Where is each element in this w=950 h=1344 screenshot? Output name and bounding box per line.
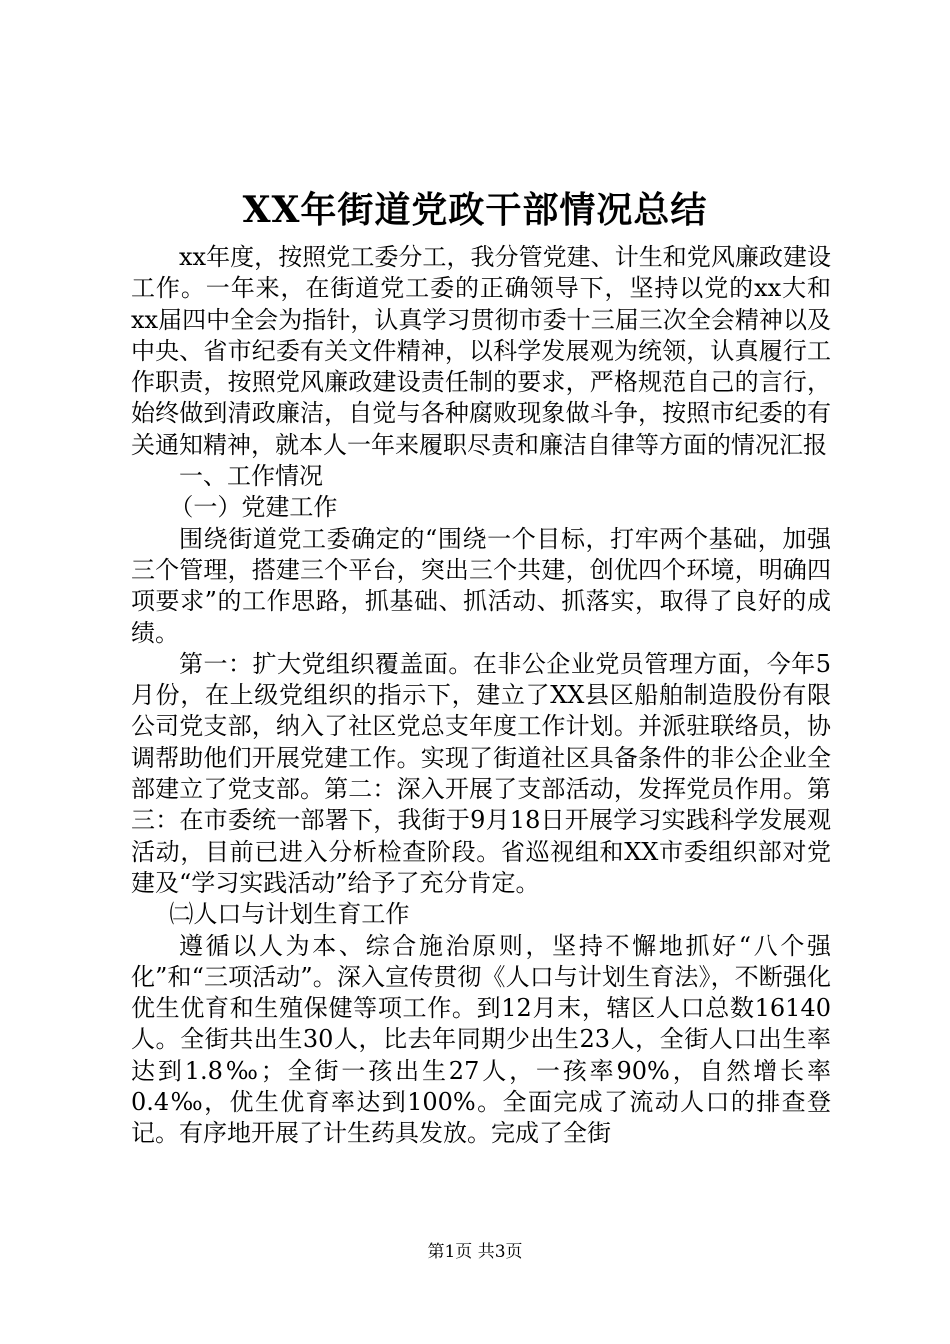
subsection-heading-family-planning: ㈡人口与计划生育工作: [169, 900, 410, 929]
party-organization-paragraph: 第一：扩大党组织覆盖面。在非公企业党员管理方面，今年5月份，在上级党组织的指示下，建立了XX县区船舶制造股份有限公司党支部，纳入了社区党总支年度工作计划。并派驻联络员，协调帮助他们开展党建工作。实现了街道社区具备条件的非公企业全部建立了党支部。第二：深入开展了支部活动，发挥党员作用。第三：在市委统一部署下，我街于9月18日开展学习实践科学发展观活动，目前已进入分析检查阶段。省巡视组和XX市委组织部对党建及“学习实践活动”给予了充分肯定。: [131, 649, 831, 897]
section-heading-work: 一、工作情况: [179, 462, 323, 491]
page-footer: 第1页 共3页: [427, 1242, 523, 1262]
document-body: [131, 242, 831, 1150]
document-title: XX年街道党政干部情况总结: [242, 189, 708, 231]
party-building-paragraph: 围绕街道党工委确定的“围绕一个目标，打牢两个基础，加强三个管理，搭建三个平台，突出三个共建，创优四个环境，明确四项要求”的工作思路，抓基础、抓活动、抓落实，取得了良好的成绩。: [131, 524, 831, 647]
intro-paragraph: xx年度，按照党工委分工，我分管党建、计生和党风廉政建设工作。一年来，在街道党工委的正确领导下，坚持以党的xx大和xx届四中全会为指针，认真学习贯彻市委十三届三次全会精神以及中央、省市纪委有关文件精神，以科学发展观为统领，认真履行工作职责，按照党风廉政建设责任制的要求，严格规范自己的言行，始终做到清政廉洁，自觉与各种腐败现象做斗争，按照市纪委的有关通知精神，就本人一年来履职尽责和廉洁自律等方面的情况汇报: [131, 243, 831, 459]
family-planning-paragraph: 遵循以人为本、综合施治原则，坚持不懈地抓好“八个强化”和“三项活动”。深入宣传贯彻《人口与计划生育法》，不断强化优生优育和生殖保健等项工作。到12月末，辖区人口总数16140人。全街共出生30人，比去年同期少出生23人，全街人口出生率达到1.8‰；全街一孩出生27人，一孩率90%，自然增长率0.4‰，优生优育率达到100%。全面完成了流动人口的排查登记。有序地开展了计生药具发放。完成了全街: [131, 931, 831, 1148]
subsection-heading-party-building: （一）党建工作: [169, 493, 338, 522]
